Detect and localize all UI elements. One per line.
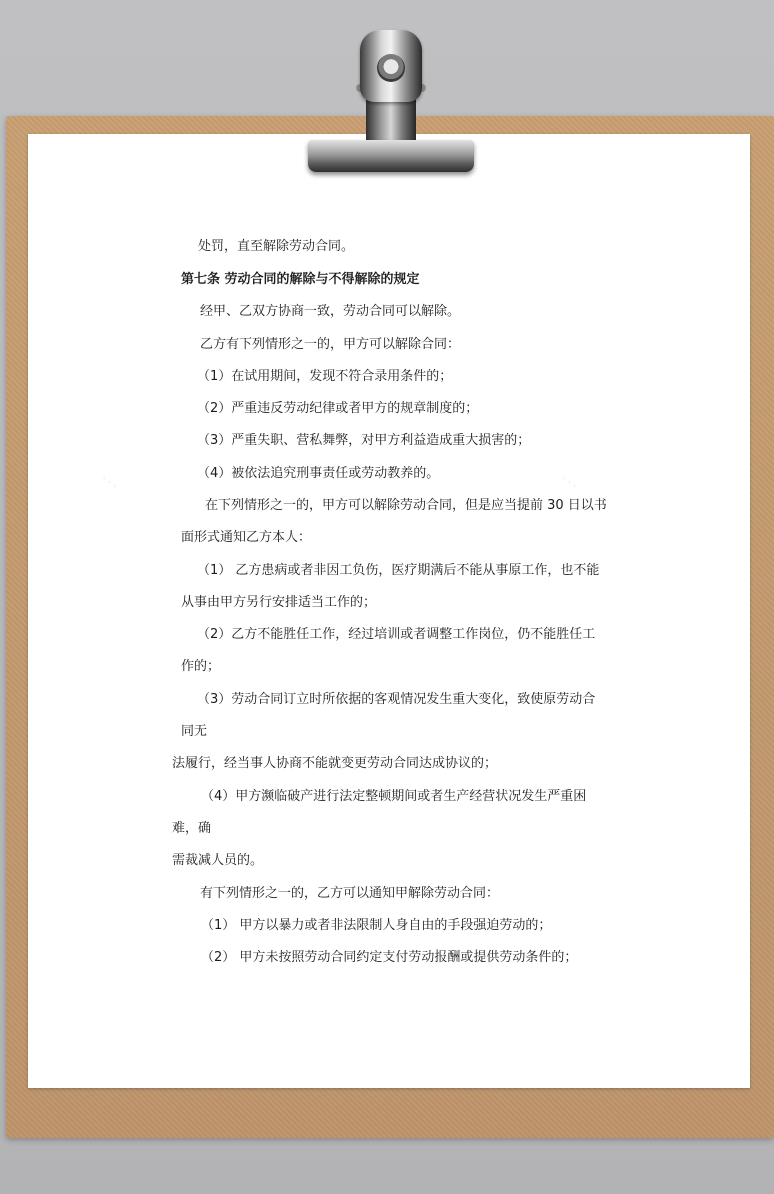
list-item: （1） 甲方以暴力或者非法限制人身自由的手段强迫劳动的； (201, 918, 552, 933)
text-line: 在下列情形之一的，甲方可以解除劳动合同，但是应当提前 30 日以书 (205, 498, 607, 513)
text-line: 有下列情形之一的，乙方可以通知甲解除劳动合同： (200, 886, 500, 901)
text-line: 经甲、乙双方协商一致，劳动合同可以解除。 (200, 304, 461, 319)
list-item: （1） 乙方患病或者非因工负伤，医疗期满后不能从事原工作，也不能 (197, 563, 600, 578)
section-heading: 第七条 劳动合同的解除与不得解除的规定 (181, 272, 420, 287)
text-line: 需裁减人员的。 (172, 853, 264, 868)
list-item: （2）严重违反劳动纪律或者甲方的规章制度的； (197, 401, 479, 416)
text-line: 乙方有下列情形之一的，甲方可以解除合同： (200, 337, 461, 352)
binder-clip-hole (377, 54, 405, 82)
list-item: （1）在试用期间，发现不符合录用条件的； (197, 369, 453, 384)
text-line: 从事由甲方另行安排适当工作的； (181, 595, 377, 610)
watermark-left: ··· (94, 466, 125, 498)
list-item: （4）被依法追究刑事责任或劳动教养的。 (197, 466, 440, 481)
text-line: 面形式通知乙方本人： (181, 530, 312, 545)
list-item: （2） 甲方未按照劳动合同约定支付劳动报酬或提供劳动条件的； (201, 950, 578, 965)
list-item: （4）甲方濒临破产进行法定整顿期间或者生产经营状况发生严重困 (201, 789, 587, 804)
list-item: （2）乙方不能胜任工作，经过培训或者调整工作岗位，仍不能胜任工 (197, 627, 596, 642)
binder-clip-base (308, 140, 474, 172)
list-item: （3）严重失职、营私舞弊，对甲方利益造成重大损害的； (197, 433, 531, 448)
text-line: 难，确 (172, 821, 212, 836)
text-line: 处罚，直至解除劳动合同。 (198, 239, 355, 254)
text-line: 同无 (181, 724, 208, 739)
watermark-right: ··· (554, 466, 585, 498)
text-line: 法履行，经当事人协商不能就变更劳动合同达成协议的； (172, 756, 498, 771)
list-item: （3）劳动合同订立时所依据的客观情况发生重大变化，致使原劳动合 (197, 692, 596, 707)
text-line: 作的； (181, 659, 221, 674)
